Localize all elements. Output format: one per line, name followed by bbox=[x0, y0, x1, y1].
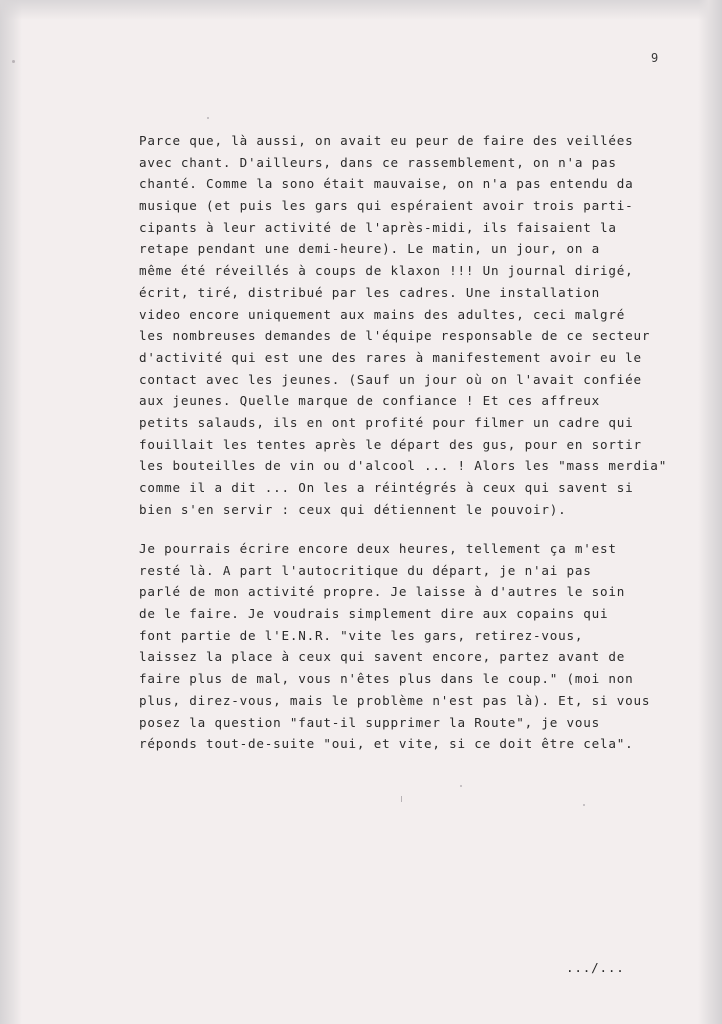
text-line: aux jeunes. Quelle marque de confiance ! Et ces affreux bbox=[139, 393, 601, 409]
paragraph-1 bbox=[139, 130, 709, 520]
scan-speck bbox=[460, 785, 462, 787]
text-line: petits salauds, ils en ont profité pour filmer un cadre qui bbox=[139, 414, 634, 430]
text-line: de le faire. Je voudrais simplement dire aux copains qui bbox=[139, 606, 609, 622]
scan-edge-left bbox=[0, 0, 22, 1024]
text-line: font partie de l'E.N.R. "vite les gars, retirez-vous, bbox=[139, 627, 584, 643]
text-line: d'activité qui est une des rares à manifestement avoir eu le bbox=[139, 349, 642, 365]
text-line: contact avec les jeunes. (Sauf un jour où on l'avait confiée bbox=[139, 371, 642, 387]
text-line: les bouteilles de vin ou d'alcool ... ! Alors les "mass merdia" bbox=[139, 458, 668, 474]
text-line: posez la question "faut-il supprimer la Route", je vous bbox=[139, 714, 601, 730]
text-line: réponds tout-de-suite "oui, et vite, si ce doit être cela". bbox=[139, 736, 634, 752]
text-line: Je pourrais écrire encore deux heures, tellement ça m'est bbox=[139, 541, 617, 556]
text-line: fouillait les tentes après le départ des gus, pour en sortir bbox=[139, 436, 642, 452]
text-line: avec chant. D'ailleurs, dans ce rassemblement, on n'a pas bbox=[139, 154, 617, 170]
text-line: cipants à leur activité de l'après-midi, ils faisaient la bbox=[139, 219, 617, 235]
text-line: plus, direz-vous, mais le problème n'est pas là). Et, si vous bbox=[139, 692, 651, 708]
text-line: écrit, tiré, distribué par les cadres. Une installation bbox=[139, 284, 601, 300]
text-line: retape pendant une demi-heure). Le matin, un jour, on a bbox=[139, 241, 601, 257]
scan-speck bbox=[207, 117, 209, 119]
scan-speck bbox=[583, 804, 585, 806]
text-line: resté là. A part l'autocritique du départ, je n'ai pas bbox=[139, 562, 592, 578]
paragraph-2 bbox=[139, 538, 709, 755]
scan-edge-top bbox=[0, 0, 722, 20]
text-line: faire plus de mal, vous n'êtes plus dans le coup." (moi non bbox=[139, 671, 634, 687]
scan-speck bbox=[401, 796, 402, 802]
text-line: video encore uniquement aux mains des adultes, ceci malgré bbox=[139, 306, 626, 322]
text-line: comme il a dit ... On les a réintégrés à ceux qui savent si bbox=[139, 480, 634, 495]
text-line: bien s'en servir : ceux qui détiennent le pouvoir). bbox=[139, 501, 567, 517]
text-line: chanté. Comme la sono était mauvaise, on n'a pas entendu da bbox=[139, 176, 634, 192]
continuation-mark: .../... bbox=[566, 960, 625, 975]
scan-speck bbox=[12, 60, 15, 63]
text-line: même été réveillés à coups de klaxon !!! Un journal dirigé, bbox=[139, 263, 634, 279]
text-line: laissez la place à ceux qui savent encore, partez avant de bbox=[139, 649, 626, 665]
text-line: les nombreuses demandes de l'équipe responsable de ce secteur bbox=[139, 328, 651, 344]
page-number: 9 bbox=[651, 51, 659, 65]
text-line: parlé de mon activité propre. Je laisse à d'autres le soin bbox=[139, 584, 626, 600]
text-line: Parce que, là aussi, on avait eu peur de faire des veillées bbox=[139, 133, 634, 148]
text-line: musique (et puis les gars qui espéraient avoir trois parti- bbox=[139, 198, 634, 214]
